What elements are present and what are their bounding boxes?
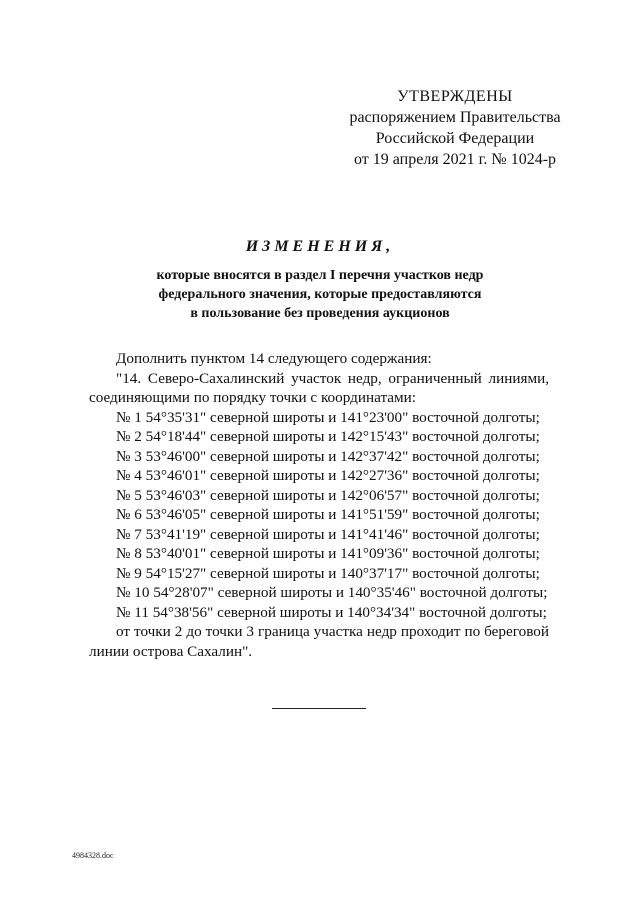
item-line-1: "14. Северо-Сахалинский участок недр, ограниченный линиями, <box>116 369 549 387</box>
approval-title: УТВЕРЖДЕНЫ <box>397 88 513 105</box>
coordinate-line: № 1 54°35'31" северной широты и 141°23'00" восточной долготы; <box>116 408 540 426</box>
end-divider <box>272 708 366 709</box>
document-body <box>89 349 549 661</box>
item-line-2: соединяющими по порядку точки с координатами: <box>89 389 416 406</box>
coordinate-line: № 8 53°40'01" северной широты и 141°09'36" восточной долготы; <box>116 545 540 562</box>
coordinate-line: № 2 54°18'44" северной широты и 142°15'43" восточной долготы; <box>116 428 540 445</box>
coordinates-list <box>89 408 549 623</box>
document-title: ИЗМЕНЕНИЯ, <box>245 238 395 255</box>
closing-line-2: линии острова Сахалин". <box>89 642 253 660</box>
coordinate-line: № 6 53°46'05" северной широты и 141°51'59" восточной долготы; <box>116 506 540 523</box>
document-heading <box>60 238 580 323</box>
approval-line-2: Российской Федерации <box>375 130 535 147</box>
approval-line-3: от 19 апреля 2021 г. № 1024-р <box>353 151 557 168</box>
coordinate-line: № 4 53°46'01" северной широты и 142°27'36" восточной долготы; <box>116 467 540 484</box>
coordinate-line: № 7 53°41'19" северной широты и 141°41'46" восточной долготы; <box>116 525 540 543</box>
coordinate-line: № 5 53°46'03" северной широты и 142°06'57" восточной долготы; <box>116 486 540 504</box>
approval-block <box>330 86 580 170</box>
intro-paragraph: Дополнить пунктом 14 следующего содержания: <box>116 350 432 367</box>
heading-line-1: которые вносятся в раздел I перечня участков недр <box>156 268 484 283</box>
coordinate-line: № 11 54°38'56" северной широты и 140°34'34" восточной долготы; <box>116 603 547 621</box>
coordinate-line: № 10 54°28'07" северной широты и 140°35'46" восточной долготы; <box>116 584 548 601</box>
coordinate-line: № 9 54°15'27" северной широты и 140°37'17" восточной долготы; <box>116 564 540 582</box>
coordinate-line: № 3 53°46'00" северной широты и 142°37'42" восточной долготы; <box>116 447 540 465</box>
heading-line-2: федерального значения, которые предоставляются <box>158 287 482 302</box>
approval-line-1: распоряжением Правительства <box>349 109 561 126</box>
document-file-id: 4984328.doc <box>72 851 114 860</box>
closing-line-1: от точки 2 до точки 3 граница участка недр проходит по береговой <box>116 623 549 640</box>
heading-line-3: в пользование без проведения аукционов <box>190 306 450 321</box>
